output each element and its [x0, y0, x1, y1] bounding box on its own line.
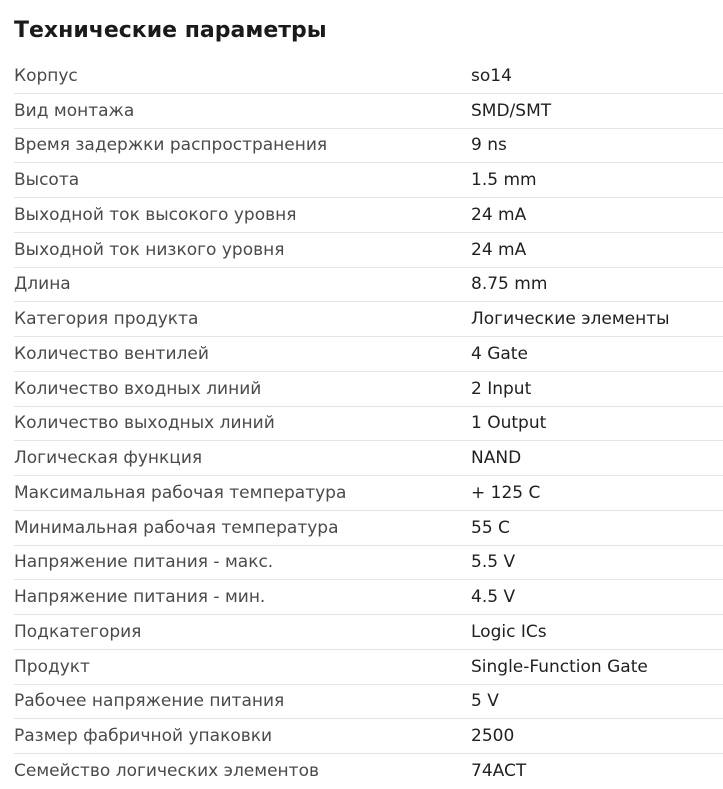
spec-value: 5.5 V	[471, 552, 516, 573]
spec-row	[14, 615, 723, 650]
spec-value: so14	[471, 65, 512, 86]
spec-row	[14, 198, 723, 233]
spec-table	[14, 59, 723, 789]
spec-name: Количество выходных линий	[14, 413, 275, 434]
spec-value: 55 C	[471, 517, 510, 538]
spec-row	[14, 268, 723, 303]
spec-value: + 125 C	[471, 482, 541, 503]
spec-value: 9 ns	[471, 135, 507, 156]
spec-name: Длина	[14, 274, 71, 295]
spec-value: 24 mA	[471, 239, 527, 260]
spec-name: Категория продукта	[14, 309, 199, 330]
spec-name: Корпус	[14, 65, 78, 86]
spec-row	[14, 685, 723, 720]
spec-name: Выходной ток низкого уровня	[14, 239, 285, 260]
spec-name: Минимальная рабочая температура	[14, 517, 339, 538]
spec-value: 1.5 mm	[471, 170, 537, 191]
spec-value: 5 V	[471, 691, 499, 712]
spec-row	[14, 650, 723, 685]
spec-name: Подкатегория	[14, 621, 142, 642]
spec-value: 8.75 mm	[471, 274, 548, 295]
spec-value: SMD/SMT	[471, 100, 552, 121]
spec-value: 2500	[471, 726, 515, 747]
spec-row	[14, 546, 723, 581]
spec-row	[14, 476, 723, 511]
spec-row	[14, 163, 723, 198]
spec-name: Размер фабричной упаковки	[14, 726, 273, 747]
spec-name: Максимальная рабочая температура	[14, 482, 347, 503]
spec-name: Напряжение питания - мин.	[14, 587, 266, 608]
spec-name: Напряжение питания - макс.	[14, 552, 274, 573]
spec-name: Продукт	[14, 656, 90, 677]
spec-row	[14, 337, 723, 372]
spec-name: Количество вентилей	[14, 343, 209, 364]
spec-row	[14, 407, 723, 442]
spec-name: Рабочее напряжение питания	[14, 691, 285, 712]
spec-row	[14, 94, 723, 129]
section-title: Технические параметры	[14, 18, 327, 43]
spec-value: NAND	[471, 448, 522, 469]
spec-row	[14, 580, 723, 615]
spec-row	[14, 754, 723, 789]
spec-value: Логические элементы	[471, 309, 670, 330]
spec-row	[14, 59, 723, 94]
spec-name: Вид монтажа	[14, 100, 135, 121]
spec-value: 1 Output	[471, 413, 547, 434]
spec-name: Количество входных линий	[14, 378, 262, 399]
spec-value: 2 Input	[471, 378, 532, 399]
spec-row	[14, 511, 723, 546]
spec-value: 24 mA	[471, 204, 527, 225]
spec-row	[14, 302, 723, 337]
spec-name: Время задержки распространения	[14, 135, 328, 156]
spec-name: Высота	[14, 170, 80, 191]
spec-row	[14, 129, 723, 164]
spec-value: Single-Function Gate	[471, 656, 648, 677]
spec-value: Logic ICs	[471, 621, 547, 642]
spec-value: 4.5 V	[471, 587, 516, 608]
spec-row	[14, 441, 723, 476]
spec-name: Выходной ток высокого уровня	[14, 204, 297, 225]
spec-row	[14, 233, 723, 268]
spec-name: Логическая функция	[14, 448, 203, 469]
spec-name: Семейство логических элементов	[14, 761, 319, 782]
spec-row	[14, 719, 723, 754]
spec-value: 4 Gate	[471, 343, 528, 364]
spec-row	[14, 372, 723, 407]
spec-value: 74ACT	[471, 761, 527, 782]
